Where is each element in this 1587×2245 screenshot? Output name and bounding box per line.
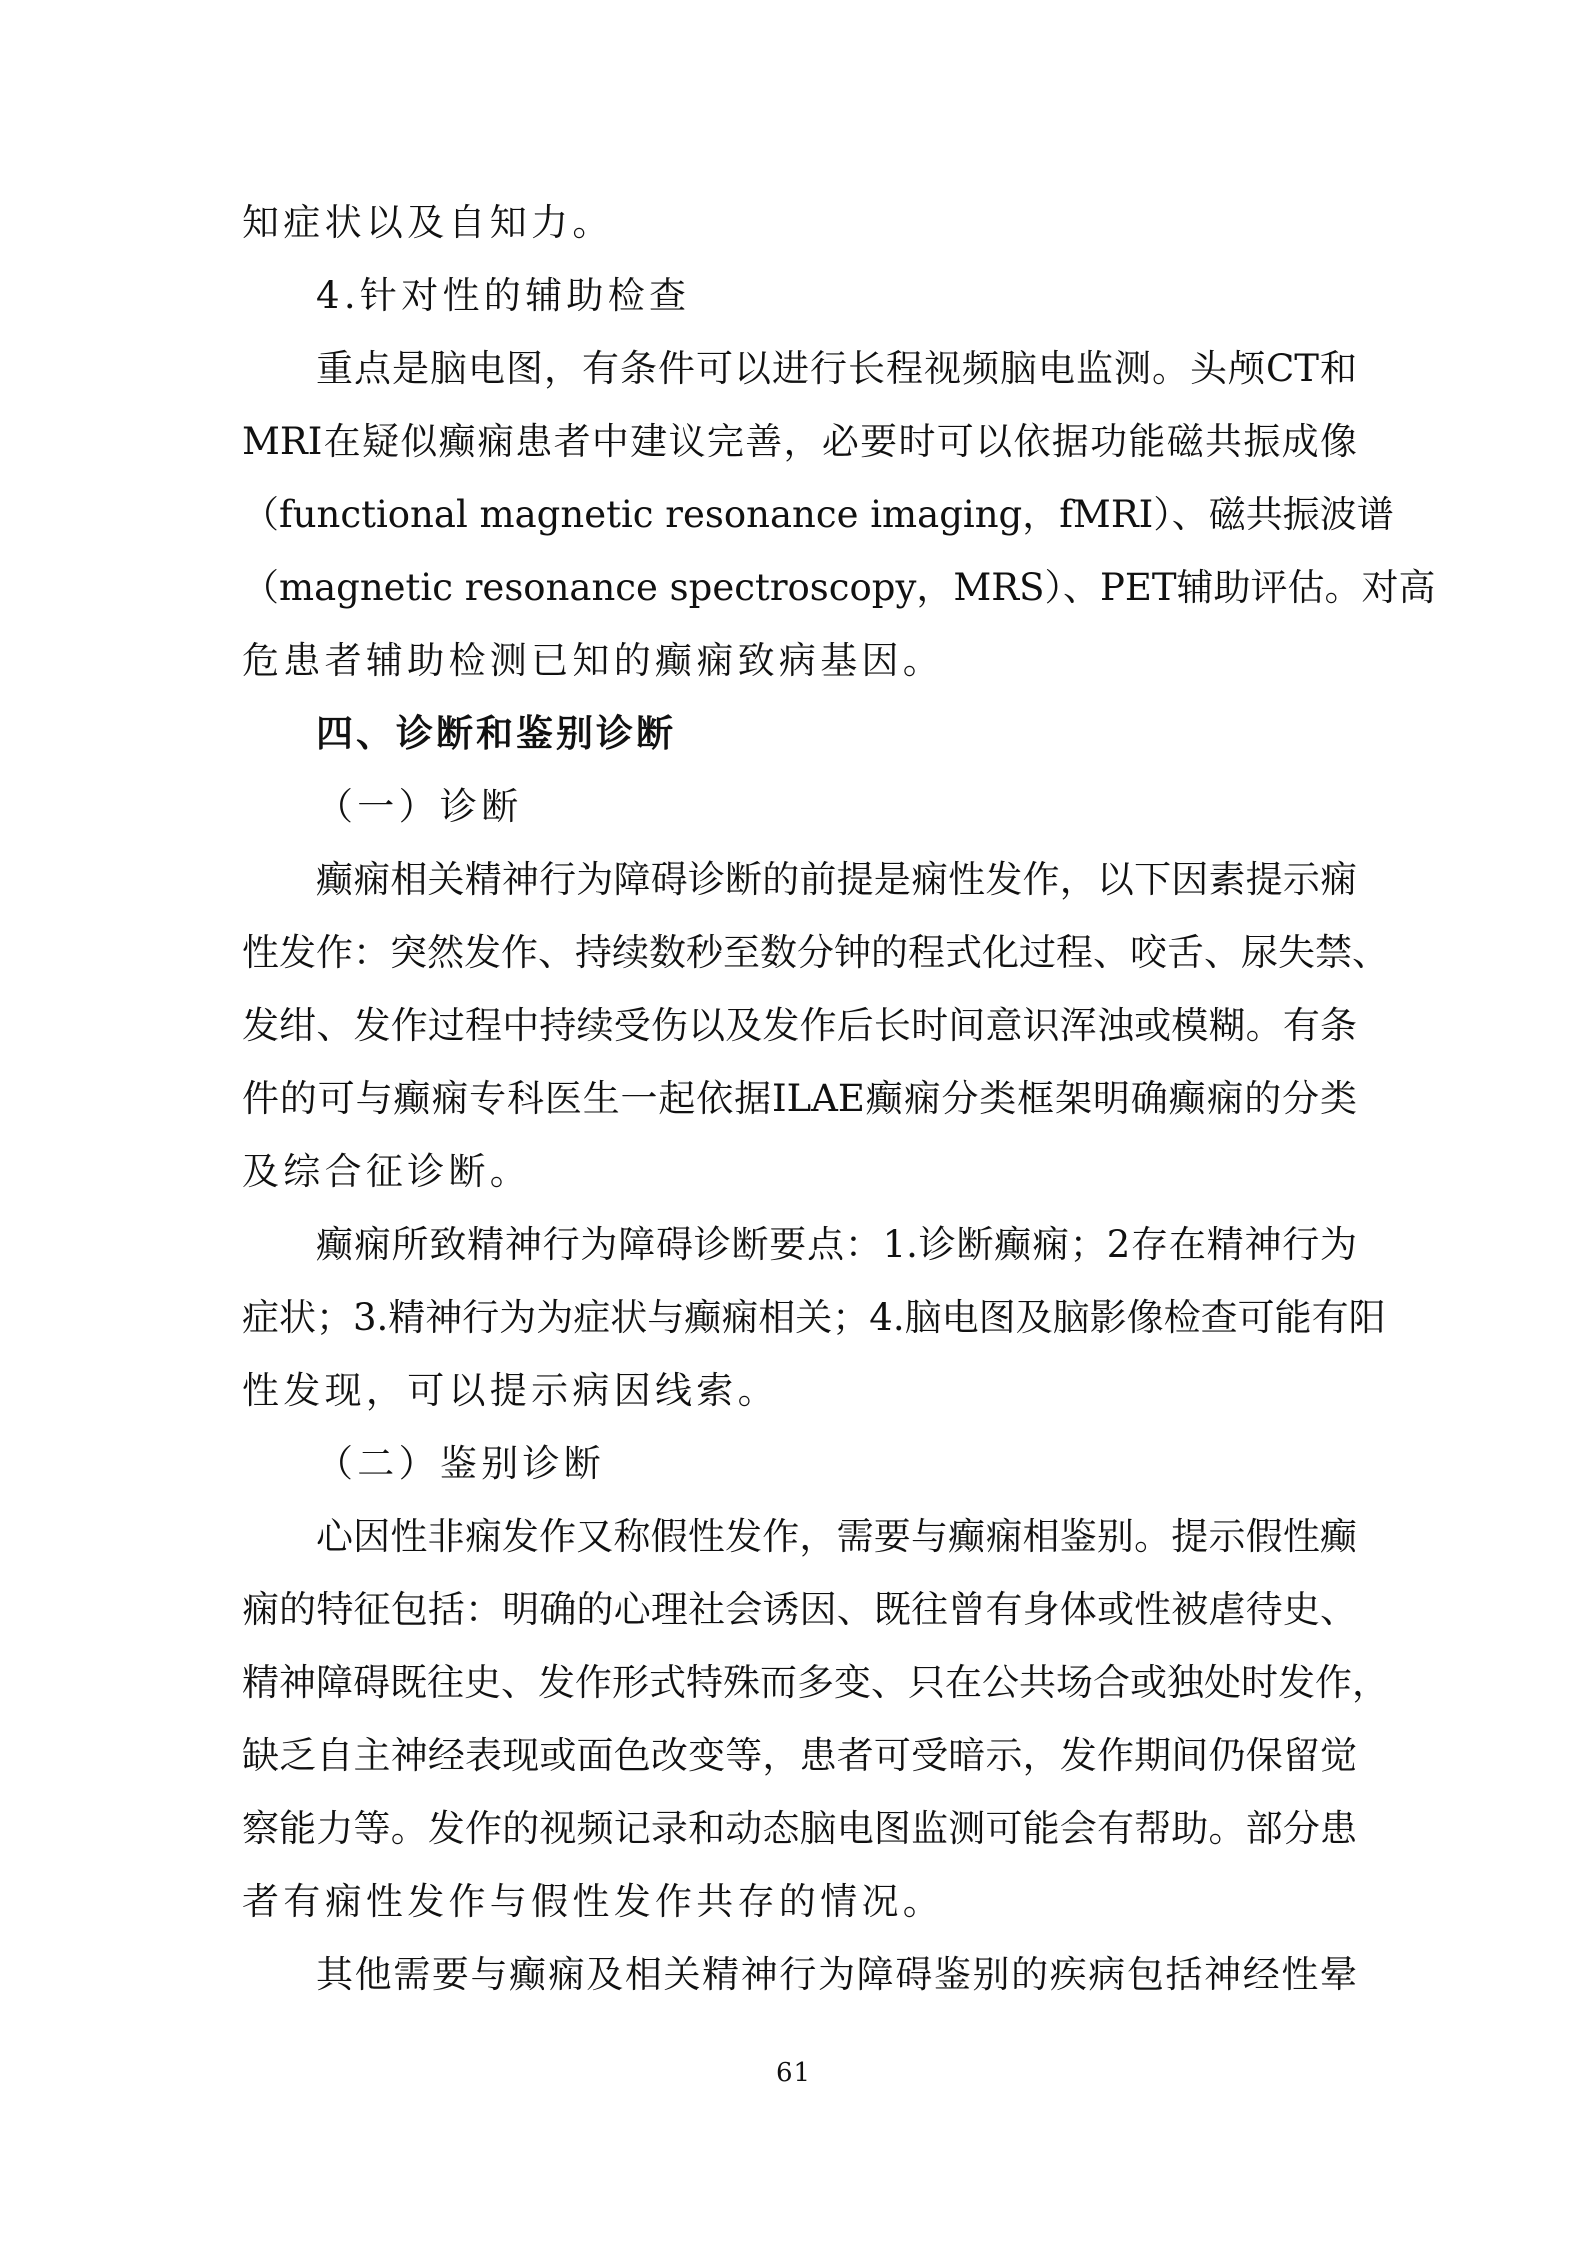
text-line: 癫痫相关精神行为障碍诊断的前提是痫性发作，以下因素提示痫 [316, 858, 1357, 901]
text-line: （functional magnetic resonance imaging，fMRI）、磁共振波谱 [242, 493, 1394, 536]
text-line: 其他需要与癫痫及相关精神行为障碍鉴别的疾病包括神经性晕 [316, 1953, 1357, 1996]
text-line: 及综合征诊断。 [242, 1150, 532, 1193]
text-line: 性发现，可以提示病因线索。 [242, 1369, 779, 1412]
text-line: 察能力等。发作的视频记录和动态脑电图监测可能会有帮助。部分患 [242, 1807, 1357, 1850]
text-line: 危患者辅助检测已知的癫痫致病基因。 [242, 639, 945, 682]
text-line: 重点是脑电图，有条件可以进行长程视频脑电监测。头颅CT和 [316, 347, 1357, 390]
text-line: 心因性非痫发作又称假性发作，需要与癫痫相鉴别。提示假性癫 [316, 1515, 1357, 1558]
text-line: 精神障碍既往史、发作形式特殊而多变、只在公共场合或独处时发作， [242, 1661, 1389, 1704]
subsection-heading-auxiliary-exams: 4.针对性的辅助检查 [316, 274, 691, 317]
text-line: 癫痫所致精神行为障碍诊断要点：1.诊断癫痫；2存在精神行为 [316, 1223, 1357, 1266]
text-line: 性发作：突然发作、持续数秒至数分钟的程式化过程、咬舌、尿失禁、 [242, 931, 1389, 974]
text-line: 痫的特征包括：明确的心理社会诱因、既往曾有身体或性被虐待史、 [242, 1588, 1357, 1631]
subsection-heading-differential-diagnosis: （二）鉴别诊断 [316, 1442, 606, 1485]
text-line: MRI在疑似癫痫患者中建议完善，必要时可以依据功能磁共振成像 [242, 420, 1357, 463]
section-heading-diagnosis: 四、诊断和鉴别诊断 [316, 712, 676, 755]
text-line: 发绀、发作过程中持续受伤以及发作后长时间意识浑浊或模糊。有条 [242, 1004, 1357, 1047]
text-line: 症状；3.精神行为为症状与癫痫相关；4.脑电图及脑影像检查可能有阳 [242, 1296, 1386, 1339]
text-line: 缺乏自主神经表现或面色改变等，患者可受暗示，发作期间仍保留觉 [242, 1734, 1357, 1777]
text-line: 件的可与癫痫专科医生一起依据ILAE癫痫分类框架明确癫痫的分类 [242, 1077, 1357, 1120]
text-line: 者有痫性发作与假性发作共存的情况。 [242, 1880, 945, 1923]
subsection-heading-diagnosis: （一）诊断 [316, 785, 523, 828]
text-line: （magnetic resonance spectroscopy，MRS）、PET辅助评估。对高 [242, 566, 1436, 609]
text-line-continuation: 知症状以及自知力。 [242, 201, 614, 244]
page-number: 61 [775, 2058, 812, 2088]
